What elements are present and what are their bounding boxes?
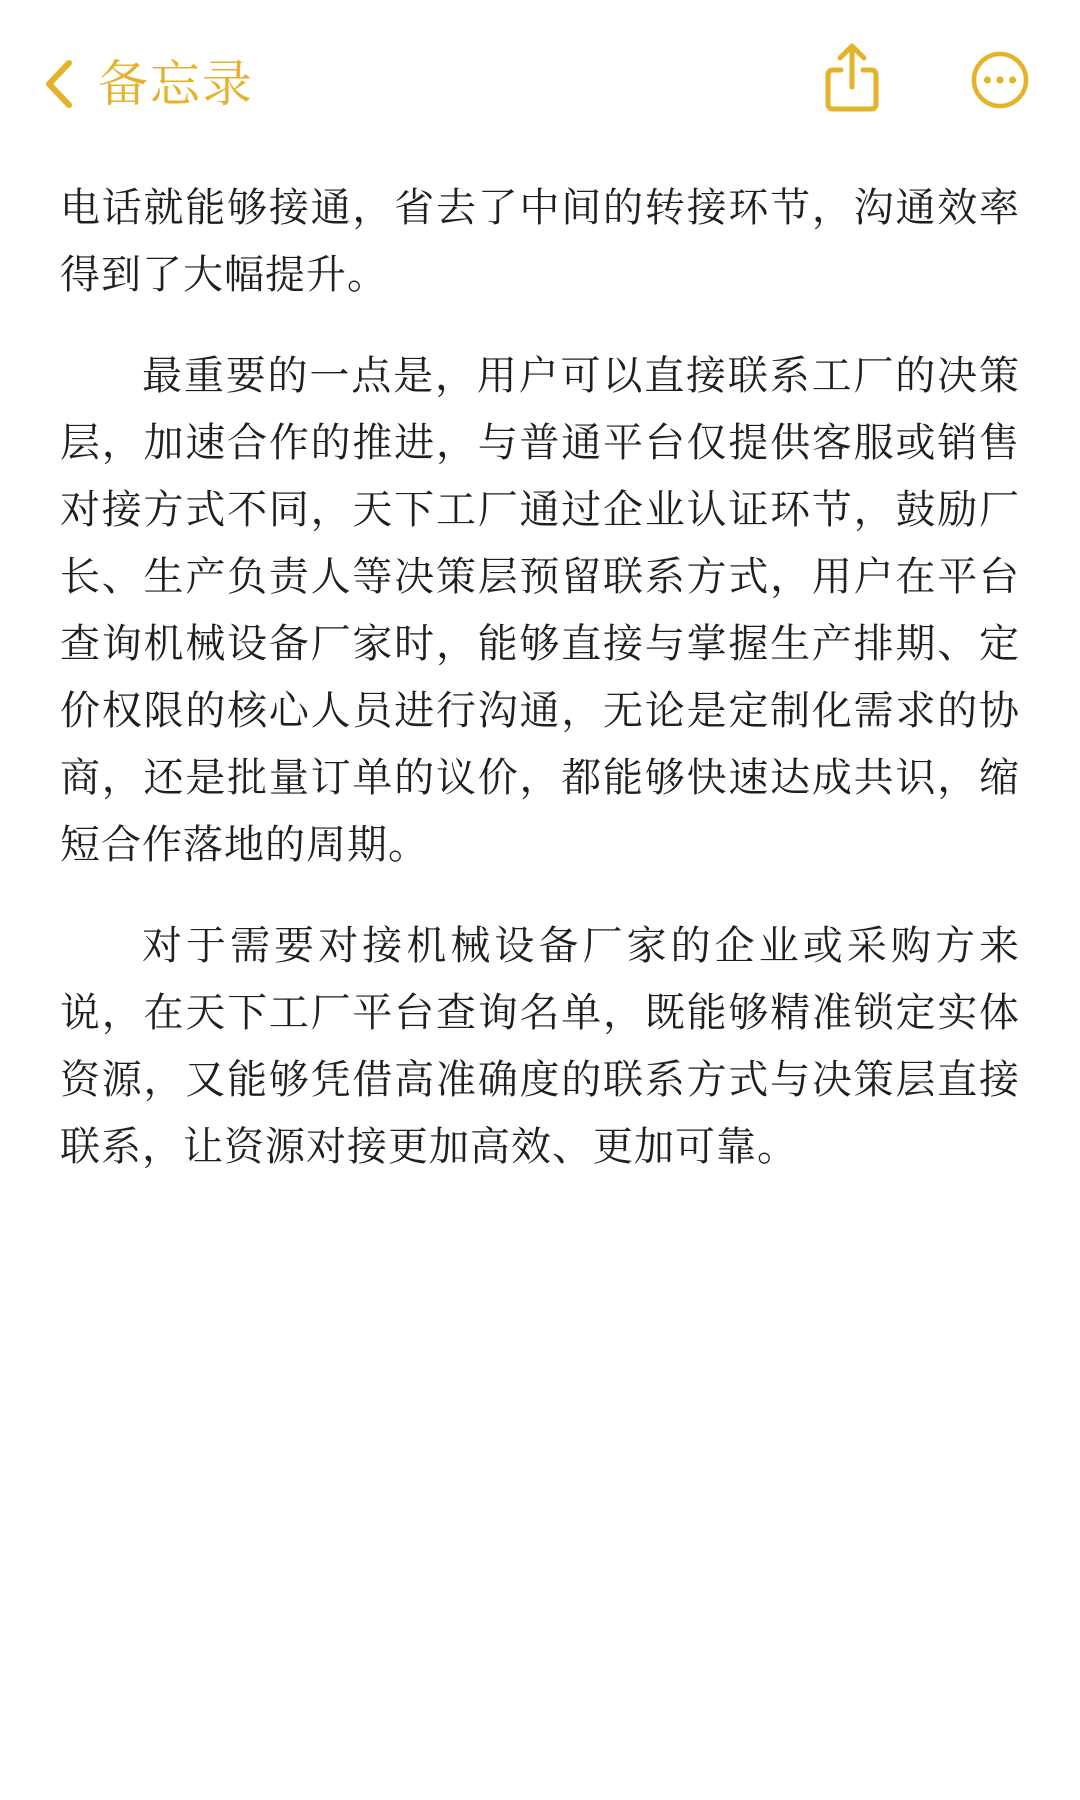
back-button[interactable]: [42, 48, 254, 120]
share-button[interactable]: [822, 40, 882, 114]
note-paragraph: 最重要的一点是，用户可以直接联系工厂的决策层，加速合作的推进，与普通平台仅提供客服或销售对接方式不同，天下工厂通过企业认证环节，鼓励厂长、生产负责人等决策层预留联系方式，用户在平台查询机械设备厂家时，能够直接与掌握生产排期、定价权限的核心人员进行沟通，无论是定制化需求的协商，还是批量订单的议价，都能够快速达成共识，缩短合作落地的周期。: [60, 353, 1020, 868]
more-button[interactable]: [970, 50, 1030, 110]
note-paragraph: 电话就能够接通，省去了中间的转接环节，沟通效率得到了大幅提升。: [60, 185, 1020, 298]
share-icon: [822, 40, 882, 114]
note-body[interactable]: [60, 175, 1020, 1215]
chevron-left-icon: [42, 58, 76, 110]
back-label: 备忘录: [98, 55, 254, 113]
note-paragraph: 对于需要对接机械设备厂家的企业或采购方来说，在天下工厂平台查询名单，既能够精准锁定实体资源，又能够凭借高准确度的联系方式与决策层直接联系，让资源对接更加高效、更加可靠。: [60, 923, 1020, 1170]
navigation-bar: [0, 0, 1080, 160]
more-icon: [970, 50, 1030, 110]
